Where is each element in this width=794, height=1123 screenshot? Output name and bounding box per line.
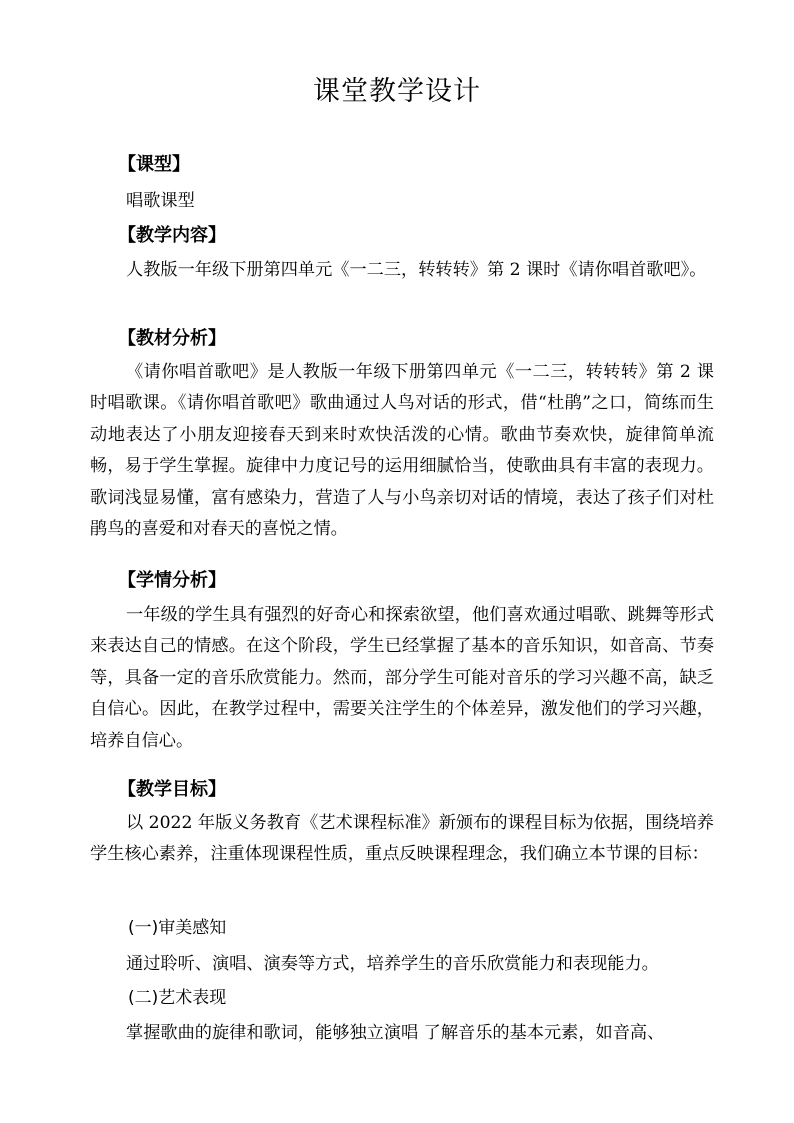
content-paragraph: 人教版一年级下册第四单元《一二三，转转转》第 2 课时《请你唱首歌吧》。 — [126, 260, 707, 280]
goals-paragraph: 以 2022 年版义务教育《艺术课程标准》新颁布的课程目标为依据，围绕培养学生核心素养，注重体现课程性质，重点反映课程理念，我们确立本节课的目标： — [90, 813, 714, 865]
students-heading: 【学情分析】 — [118, 570, 226, 591]
content-heading: 【教学内容】 — [118, 225, 226, 246]
goal-subheading-artistic: (二)艺术表现 — [128, 988, 227, 1008]
material-paragraph: 《请你唱首歌吧》是人教版一年级下册第四单元《一二三，转转转》第 2 课时唱歌课。《请你唱首歌吧》歌曲通过人鸟对话的形式，借“杜鹃”之口，简练而生动地表达了小朋友迎接春天到来时欢快活泼的心情。歌曲节奏欢快，旋律简单流畅，易于学生掌握。旋律中力度记号的运用细腻恰当，使歌曲具有丰富的表现力。歌词浅显易懂，富有感染力，营造了人与小鸟亲切对话的情境，表达了孩子们对杜鹃鸟的喜爱和对春天的喜悦之情。 — [90, 362, 714, 540]
goals-heading: 【教学目标】 — [118, 779, 226, 800]
course-type-text: 唱歌课型 — [126, 191, 195, 211]
goal-item-aesthetic-heading — [90, 912, 714, 944]
course-type-heading: 【课型】 — [118, 154, 190, 175]
section-heading-material — [90, 323, 714, 355]
section-heading-content — [90, 220, 714, 252]
goal-subheading-aesthetic: (一)审美感知 — [128, 918, 227, 938]
content-body — [90, 255, 714, 286]
material-heading: 【教材分析】 — [118, 328, 226, 349]
goal-text-aesthetic: 通过聆听、演唱、演奏等方式，培养学生的音乐欣赏能力和表现能力。 — [126, 954, 659, 974]
goal-text-artistic: 掌握歌曲的旋律和歌词，能够独立演唱 了解音乐的基本元素，如音高、 — [126, 1023, 665, 1043]
course-type-body — [90, 185, 714, 217]
section-heading-course-type — [90, 149, 714, 181]
students-body — [90, 600, 714, 757]
section-heading-goals — [90, 774, 714, 806]
goal-item-artistic-heading — [90, 982, 714, 1014]
goal-item-artistic-body — [90, 1017, 714, 1049]
students-paragraph: 一年级的学生具有强烈的好奇心和探索欲望，他们喜欢通过唱歌、跳舞等形式来表达自己的情感。在这个阶段，学生已经掌握了基本的音乐知识，如音高、节奏等，具备一定的音乐欣赏能力。然而，部分学生可能对音乐的学习兴趣不高，缺乏自信心。因此，在教学过程中，需要关注学生的个体差异，激发他们的学习兴趣，培养自信心。 — [90, 605, 714, 751]
page-title: 课堂教学设计 — [313, 76, 481, 107]
goal-item-aesthetic-body — [90, 948, 714, 980]
material-body — [90, 357, 714, 545]
goals-body — [90, 808, 714, 871]
section-heading-students — [90, 565, 714, 597]
